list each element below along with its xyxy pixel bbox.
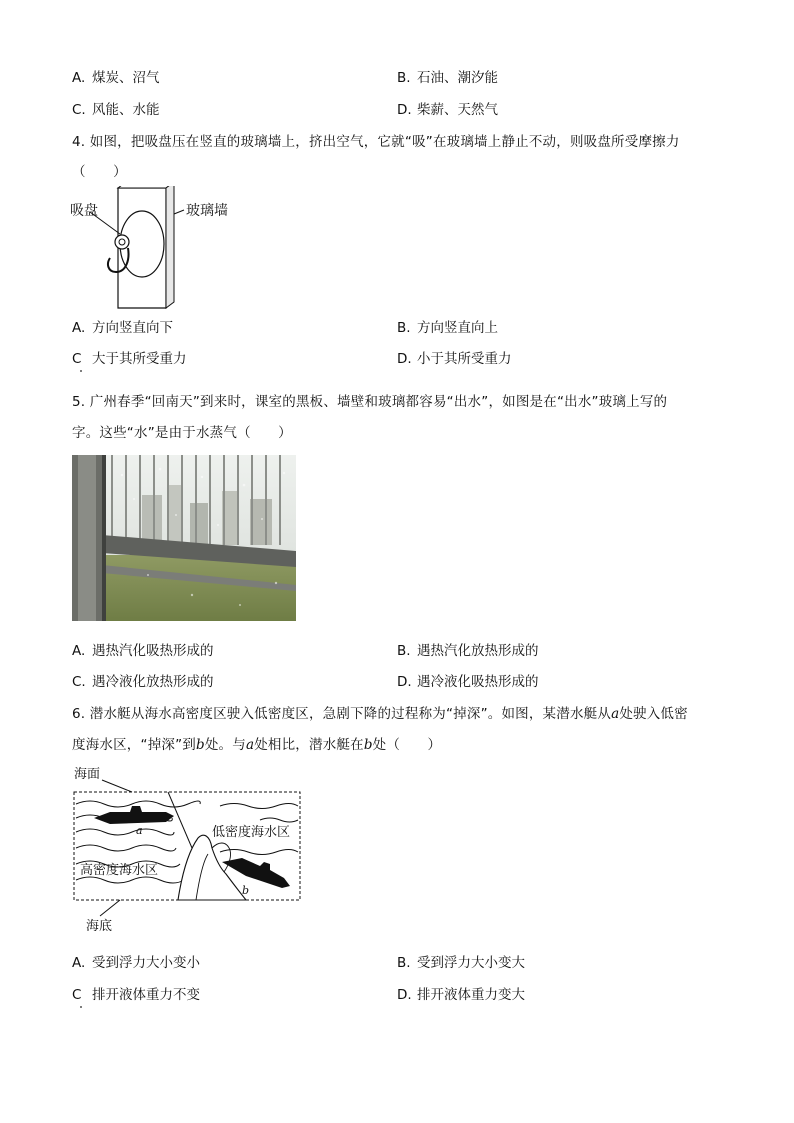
- var-b: b: [196, 737, 205, 753]
- q6-option-c[interactable]: [72, 983, 200, 1003]
- label-b: b: [242, 884, 250, 897]
- option-text: 小于其所受重力: [417, 351, 512, 367]
- stray-mark: [80, 1006, 82, 1008]
- label-glass-wall: 玻璃墙: [186, 203, 228, 219]
- option-letter: B.: [397, 70, 411, 86]
- q3-option-a[interactable]: [72, 66, 160, 86]
- q4-stem-line1: 4. 如图，把吸盘压在竖直的玻璃墙上，挤出空气，它就“吸”在玻璃墙上静止不动，则吸盘所受摩擦力: [72, 134, 680, 150]
- option-letter: D.: [397, 987, 412, 1003]
- option-letter: B.: [397, 643, 411, 659]
- option-text: 遇冷液化吸热形成的: [417, 674, 539, 690]
- var-a: a: [245, 737, 255, 753]
- q5-stem-line1: 5. 广州春季“回南天”到来时，课室的黑板、墙壁和玻璃都容易“出水”，如图是在“出水”玻璃上写的: [72, 394, 668, 410]
- option-letter: C: [72, 987, 82, 1003]
- option-letter: A.: [72, 320, 86, 336]
- option-letter: A.: [72, 955, 86, 971]
- option-text: 排开液体重力变大: [417, 987, 525, 1003]
- label-high-density: 高密度海水区: [80, 863, 159, 878]
- option-letter: C.: [72, 674, 86, 690]
- q4-option-d[interactable]: [397, 347, 512, 367]
- option-text: 风能、水能: [92, 102, 160, 118]
- q4-option-b[interactable]: [397, 316, 498, 336]
- q5-stem-line2: 字。这些“水”是由于水蒸气（ ）: [72, 425, 292, 441]
- option-text: 方向竖直向下: [92, 320, 173, 336]
- q5-option-a[interactable]: [72, 639, 214, 659]
- option-text: 石油、潮汐能: [417, 70, 498, 86]
- option-text: 遇热汽化放热形成的: [417, 643, 539, 659]
- q3-option-d[interactable]: [397, 98, 498, 118]
- option-letter: C.: [72, 102, 86, 118]
- label-low-density: 低密度海水区: [212, 825, 291, 840]
- label-a: a: [136, 824, 143, 837]
- q4-option-c[interactable]: [72, 347, 187, 367]
- option-letter: B.: [397, 955, 411, 971]
- q5-wet-window-photo: [72, 455, 296, 621]
- option-letter: A.: [72, 643, 86, 659]
- option-letter: B.: [397, 320, 411, 336]
- label-suction-cup: 吸盘: [70, 203, 98, 219]
- option-text: 受到浮力大小变小: [92, 955, 200, 971]
- label-sea-surface: 海面: [74, 767, 101, 782]
- option-letter: D.: [397, 351, 412, 367]
- option-letter: D.: [397, 102, 412, 118]
- option-text: 受到浮力大小变大: [417, 955, 525, 971]
- q6-option-a[interactable]: [72, 951, 200, 971]
- q6-option-d[interactable]: [397, 983, 525, 1003]
- q6-stem-line1: 6. 潜水艇从海水高密度区驶入低密度区，急剧下降的过程称为“掉深”。如图，某潜水艇从a处驶入低密: [72, 706, 688, 722]
- glass-wall-side: [166, 186, 174, 308]
- option-text: 遇热汽化吸热形成的: [92, 643, 214, 659]
- q3-option-c[interactable]: [72, 98, 160, 118]
- option-text: 遇冷液化放热形成的: [92, 674, 214, 690]
- var-a: a: [611, 706, 620, 722]
- q6-submarine-figure: [70, 764, 306, 938]
- label-sea-bottom: 海底: [86, 919, 113, 934]
- q3-option-b[interactable]: [397, 66, 498, 86]
- option-text: 排开液体重力不变: [92, 987, 200, 1003]
- option-text: 煤炭、沼气: [92, 70, 160, 86]
- q6-stem-line2: 度海水区，“掉深”到b处。与a处相比，潜水艇在b处（ ）: [72, 737, 442, 753]
- q4-option-a[interactable]: [72, 316, 173, 336]
- q5-option-b[interactable]: [397, 639, 539, 659]
- option-text: 柴薪、天然气: [417, 102, 498, 118]
- option-letter: C: [72, 351, 82, 367]
- option-text: 方向竖直向上: [417, 320, 498, 336]
- option-text: 大于其所受重力: [92, 351, 187, 367]
- var-b: b: [363, 737, 373, 753]
- option-letter: D.: [397, 674, 412, 690]
- q6-option-b[interactable]: [397, 951, 525, 971]
- submarine-a-icon: [94, 806, 174, 824]
- q5-option-d[interactable]: [397, 670, 539, 690]
- q4-suction-cup-figure: [70, 186, 240, 312]
- stray-mark: [80, 370, 82, 372]
- q4-stem-line2: （ ）: [72, 164, 127, 180]
- option-letter: A.: [72, 70, 86, 86]
- q5-option-c[interactable]: [72, 670, 214, 690]
